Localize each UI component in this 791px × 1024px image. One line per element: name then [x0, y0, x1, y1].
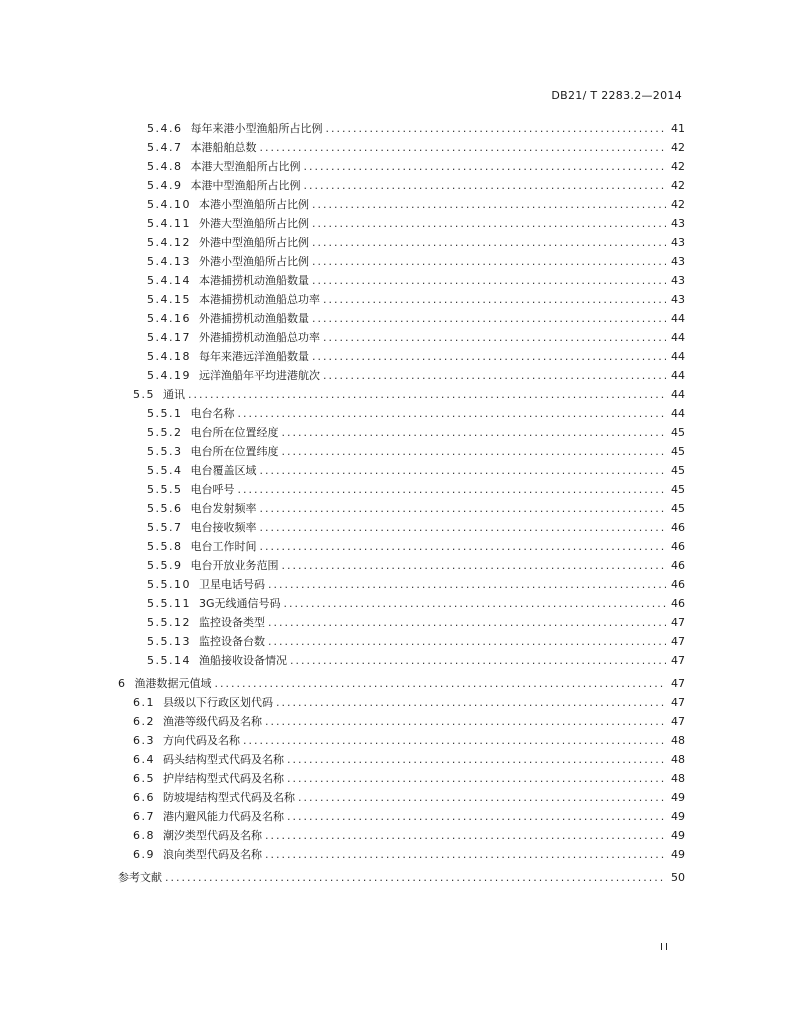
- toc-section-title: 外港大型渔船所占比例: [199, 217, 309, 230]
- toc-row: [0, 442, 791, 461]
- toc-row: [0, 157, 791, 176]
- toc-dot-leader: [268, 613, 666, 632]
- toc-section-number: 6.1: [133, 696, 155, 709]
- toc-row: [0, 385, 791, 404]
- toc-entry[interactable]: [133, 807, 685, 826]
- toc-entry[interactable]: [147, 157, 685, 176]
- toc-dot-leader: [265, 712, 666, 731]
- toc-dot-leader: [304, 176, 667, 195]
- toc-entry[interactable]: [147, 651, 685, 670]
- toc-section-number: 6.9: [133, 848, 155, 861]
- toc-section-title: 电台所在位置纬度: [190, 445, 279, 458]
- toc-row: [0, 868, 791, 887]
- toc-entry[interactable]: [147, 442, 685, 461]
- toc-section-number: 5.4.8: [147, 160, 183, 173]
- toc-section-title: 浪向类型代码及名称: [163, 848, 262, 861]
- toc-page-number: 48: [671, 734, 685, 747]
- toc-page-number: 46: [671, 521, 685, 534]
- toc-dot-leader: [215, 674, 667, 693]
- toc-page-number: 43: [671, 236, 685, 249]
- toc-row: [0, 195, 791, 214]
- toc-row: [0, 214, 791, 233]
- toc-row: [0, 769, 791, 788]
- toc-page-number: 42: [671, 198, 685, 211]
- toc-section-title: 渔港等级代码及名称: [163, 715, 262, 728]
- toc-dot-leader: [238, 404, 667, 423]
- toc-entry[interactable]: [133, 712, 685, 731]
- toc-entry[interactable]: [147, 480, 685, 499]
- toc-row: [0, 461, 791, 480]
- toc-page-number: 44: [671, 369, 685, 382]
- toc-entry[interactable]: [147, 195, 685, 214]
- toc-row: [0, 499, 791, 518]
- toc-section-title: 电台所在位置经度: [190, 426, 279, 439]
- toc-page-number: 42: [671, 179, 685, 192]
- toc-dot-leader: [188, 385, 666, 404]
- toc-section-number: 6.8: [133, 829, 155, 842]
- toc-entry[interactable]: [147, 176, 685, 195]
- toc-entry[interactable]: [147, 575, 685, 594]
- toc-section-title: 渔船接收设备情况: [199, 654, 287, 667]
- toc-dot-leader: [260, 138, 667, 157]
- toc-dot-leader: [287, 750, 666, 769]
- toc-page-number: 44: [671, 350, 685, 363]
- toc-section-title: 电台覆盖区域: [190, 464, 257, 477]
- toc-page-number: 47: [671, 616, 685, 629]
- toc-section-title: 电台呼号: [190, 483, 235, 496]
- toc-entry[interactable]: [147, 461, 685, 480]
- toc-entry[interactable]: [147, 309, 685, 328]
- toc-row: [0, 119, 791, 138]
- toc-entry[interactable]: [133, 385, 685, 404]
- toc-section-title: 本港大型渔船所占比例: [190, 160, 301, 173]
- toc-dot-leader: [265, 845, 666, 864]
- toc-section-number: 5.4.9: [147, 179, 183, 192]
- toc-page-number: 42: [671, 160, 685, 173]
- toc-entry[interactable]: [147, 366, 685, 385]
- toc-section-title: 码头结构型式代码及名称: [163, 753, 284, 766]
- toc-dot-leader: [268, 575, 666, 594]
- toc-section-title: 本港小型渔船所占比例: [199, 198, 309, 211]
- toc-entry[interactable]: [147, 537, 685, 556]
- toc-entry[interactable]: [147, 271, 685, 290]
- toc-dot-leader: [260, 518, 667, 537]
- toc-section-number: 5.4.15: [147, 293, 191, 306]
- toc-dot-leader: [298, 788, 666, 807]
- toc-page-number: 45: [671, 426, 685, 439]
- toc-section-title: 渔港数据元值域: [134, 677, 212, 690]
- toc-section-title: 外港小型渔船所占比例: [199, 255, 309, 268]
- toc-row: [0, 252, 791, 271]
- toc-page-number: 44: [671, 312, 685, 325]
- toc-section-title: 本港捕捞机动渔船数量: [199, 274, 309, 287]
- toc-dot-leader: [165, 868, 666, 887]
- toc-section-number: 5.5.8: [147, 540, 183, 553]
- toc-page-number: 43: [671, 293, 685, 306]
- toc-dot-leader: [323, 290, 666, 309]
- toc-dot-leader: [312, 271, 666, 290]
- toc-dot-leader: [312, 347, 666, 366]
- toc-page-number: 49: [671, 810, 685, 823]
- toc-row: [0, 693, 791, 712]
- toc-entry[interactable]: [118, 674, 685, 693]
- toc-section-number: 5.5.3: [147, 445, 183, 458]
- toc-page-number: 46: [671, 540, 685, 553]
- toc-section-number: 5.4.18: [147, 350, 191, 363]
- toc-dot-leader: [287, 807, 666, 826]
- toc-section-number: 6: [118, 677, 127, 690]
- toc-page-number: 47: [671, 715, 685, 728]
- toc-dot-leader: [282, 442, 667, 461]
- toc-dot-leader: [284, 594, 666, 613]
- toc-section-title: 通讯: [163, 388, 185, 401]
- toc-page-number: 49: [671, 848, 685, 861]
- toc-section-number: 5.5.1: [147, 407, 183, 420]
- toc-dot-leader: [312, 233, 666, 252]
- toc-dot-leader: [260, 461, 667, 480]
- toc-entry[interactable]: [147, 404, 685, 423]
- toc-dot-leader: [238, 480, 667, 499]
- toc-section-number: 5.4.14: [147, 274, 191, 287]
- toc-row: [0, 404, 791, 423]
- toc-section-title: 3G无线通信号码: [199, 597, 281, 610]
- toc-section-number: 5.5.7: [147, 521, 183, 534]
- toc-row: [0, 651, 791, 670]
- toc-entry[interactable]: [147, 632, 685, 651]
- toc-dot-leader: [304, 157, 667, 176]
- toc-section-title: 港内避风能力代码及名称: [163, 810, 284, 823]
- toc-section-title: 潮汐类型代码及名称: [163, 829, 262, 842]
- toc-entry[interactable]: [147, 233, 685, 252]
- toc-section-number: 5.4.16: [147, 312, 191, 325]
- toc-page-number: 44: [671, 388, 685, 401]
- toc-page-number: 43: [671, 255, 685, 268]
- toc-section-number: 5.5.9: [147, 559, 183, 572]
- toc-section-title: 每年来港小型渔船所占比例: [190, 122, 323, 135]
- toc-page-number: 43: [671, 217, 685, 230]
- toc-section-number: 6.2: [133, 715, 155, 728]
- toc-section-number: 5.5: [133, 388, 155, 401]
- toc-dot-leader: [323, 366, 666, 385]
- toc-row: [0, 423, 791, 442]
- toc-dot-leader: [312, 195, 666, 214]
- toc-entry[interactable]: [147, 214, 685, 233]
- toc-dot-leader: [282, 423, 667, 442]
- toc-page-number: 50: [671, 871, 685, 884]
- toc-entry[interactable]: [147, 594, 685, 613]
- toc-row: [0, 176, 791, 195]
- toc-section-number: 5.5.11: [147, 597, 191, 610]
- toc-page-number: 45: [671, 483, 685, 496]
- toc-section-title: 护岸结构型式代码及名称: [163, 772, 284, 785]
- toc-page-number: 44: [671, 331, 685, 344]
- toc-row: [0, 613, 791, 632]
- toc-dot-leader: [312, 252, 666, 271]
- toc-section-number: 6.5: [133, 772, 155, 785]
- toc-row: [0, 309, 791, 328]
- toc-dot-leader: [268, 632, 666, 651]
- toc-dot-leader: [290, 651, 666, 670]
- toc-section-title: 防坡堤结构型式代码及名称: [163, 791, 295, 804]
- document-id-header: DB21/ T 2283.2—2014: [551, 89, 682, 102]
- toc-row: [0, 826, 791, 845]
- toc-row: [0, 271, 791, 290]
- toc-section-title: 远洋渔船年平均进港航次: [199, 369, 320, 382]
- toc-section-number: 6.4: [133, 753, 155, 766]
- toc-page-number: 42: [671, 141, 685, 154]
- toc-section-title: 本港中型渔船所占比例: [190, 179, 301, 192]
- toc-row: [0, 845, 791, 864]
- toc-section-number: 5.4.11: [147, 217, 191, 230]
- toc-dot-leader: [282, 556, 667, 575]
- toc-page-number: 48: [671, 753, 685, 766]
- toc-section-number: 5.5.13: [147, 635, 191, 648]
- toc-page-number: 46: [671, 559, 685, 572]
- toc-dot-leader: [276, 693, 666, 712]
- toc-section-number: 5.4.13: [147, 255, 191, 268]
- toc-entry[interactable]: [147, 518, 685, 537]
- toc-entry[interactable]: [133, 788, 685, 807]
- toc-section-number: 5.5.4: [147, 464, 183, 477]
- toc-row: [0, 537, 791, 556]
- toc-row: [0, 788, 791, 807]
- toc-section-number: 5.4.17: [147, 331, 191, 344]
- toc-section-title: 外港中型渔船所占比例: [199, 236, 309, 249]
- toc-section-title: 本港船舶总数: [190, 141, 257, 154]
- toc-section-title: 本港捕捞机动渔船总功率: [199, 293, 320, 306]
- toc-row: [0, 518, 791, 537]
- toc-page-number: 48: [671, 772, 685, 785]
- toc-section-number: 5.5.14: [147, 654, 191, 667]
- toc-dot-leader: [260, 537, 667, 556]
- toc-row: [0, 328, 791, 347]
- toc-dot-leader: [323, 328, 666, 347]
- toc-page-number: 45: [671, 464, 685, 477]
- toc-section-number: 5.4.10: [147, 198, 191, 211]
- toc-entry[interactable]: [147, 138, 685, 157]
- toc-entry[interactable]: [133, 845, 685, 864]
- toc-section-title: 卫星电话号码: [199, 578, 265, 591]
- toc-page-number: 41: [671, 122, 685, 135]
- toc-entry[interactable]: [133, 731, 685, 750]
- toc-entry[interactable]: [147, 119, 685, 138]
- toc-row: [0, 674, 791, 693]
- toc-page-number: 47: [671, 635, 685, 648]
- toc-section-number: 6.6: [133, 791, 155, 804]
- toc-section-number: 6.3: [133, 734, 155, 747]
- toc-row: [0, 594, 791, 613]
- toc-section-number: 5.5.10: [147, 578, 191, 591]
- toc-section-title: 电台工作时间: [190, 540, 257, 553]
- toc-dot-leader: [326, 119, 667, 138]
- toc-page-number: 47: [671, 654, 685, 667]
- toc-section-title: 电台发射频率: [190, 502, 257, 515]
- toc-entry[interactable]: [147, 252, 685, 271]
- toc-section-title: 外港捕捞机动渔船数量: [199, 312, 309, 325]
- toc-entry[interactable]: [147, 290, 685, 309]
- toc-page-number: 46: [671, 578, 685, 591]
- toc-entry[interactable]: [147, 613, 685, 632]
- toc-row: [0, 556, 791, 575]
- toc-section-title: 方向代码及名称: [163, 734, 240, 747]
- toc-row: [0, 366, 791, 385]
- toc-section-title: 监控设备台数: [199, 635, 265, 648]
- toc-page-number: 45: [671, 445, 685, 458]
- toc-section-title: 每年来港远洋渔船数量: [199, 350, 309, 363]
- toc-page-number: 49: [671, 791, 685, 804]
- toc-section-title: 监控设备类型: [199, 616, 265, 629]
- toc-entry[interactable]: [133, 769, 685, 788]
- toc-row: [0, 233, 791, 252]
- toc-entry[interactable]: [147, 328, 685, 347]
- toc-section-title: 外港捕捞机动渔船总功率: [199, 331, 320, 344]
- toc-section-number: 5.4.7: [147, 141, 183, 154]
- toc-page-number: 43: [671, 274, 685, 287]
- toc-section-title: 参考文献: [118, 871, 162, 884]
- toc-section-title: 电台接收频率: [190, 521, 257, 534]
- toc-section-number: 5.5.5: [147, 483, 183, 496]
- toc-entry[interactable]: [118, 868, 685, 887]
- toc-entry[interactable]: [147, 423, 685, 442]
- toc-section-title: 电台开放业务范围: [190, 559, 279, 572]
- page-number: II: [660, 942, 670, 953]
- toc-section-title: 县级以下行政区划代码: [163, 696, 273, 709]
- table-of-contents: [0, 119, 791, 887]
- toc-section-number: 6.7: [133, 810, 155, 823]
- toc-page-number: 44: [671, 407, 685, 420]
- toc-dot-leader: [243, 731, 666, 750]
- toc-section-number: 5.5.12: [147, 616, 191, 629]
- toc-entry[interactable]: [147, 347, 685, 366]
- toc-dot-leader: [287, 769, 666, 788]
- toc-page-number: 49: [671, 829, 685, 842]
- toc-row: [0, 290, 791, 309]
- toc-row: [0, 750, 791, 769]
- toc-page-number: 47: [671, 677, 685, 690]
- toc-page-number: 46: [671, 597, 685, 610]
- toc-section-number: 5.4.6: [147, 122, 183, 135]
- toc-section-number: 5.5.6: [147, 502, 183, 515]
- toc-row: [0, 138, 791, 157]
- toc-row: [0, 807, 791, 826]
- toc-entry[interactable]: [147, 499, 685, 518]
- toc-page-number: 47: [671, 696, 685, 709]
- toc-row: [0, 712, 791, 731]
- toc-entry[interactable]: [133, 826, 685, 845]
- toc-row: [0, 731, 791, 750]
- toc-dot-leader: [312, 309, 666, 328]
- toc-row: [0, 632, 791, 651]
- toc-section-title: 电台名称: [190, 407, 235, 420]
- toc-dot-leader: [312, 214, 666, 233]
- toc-entry[interactable]: [133, 693, 685, 712]
- toc-row: [0, 347, 791, 366]
- toc-entry[interactable]: [133, 750, 685, 769]
- toc-section-number: 5.5.2: [147, 426, 183, 439]
- toc-page-number: 45: [671, 502, 685, 515]
- toc-row: [0, 480, 791, 499]
- toc-dot-leader: [260, 499, 667, 518]
- toc-row: [0, 575, 791, 594]
- toc-dot-leader: [265, 826, 666, 845]
- toc-entry[interactable]: [147, 556, 685, 575]
- toc-section-number: 5.4.19: [147, 369, 191, 382]
- toc-section-number: 5.4.12: [147, 236, 191, 249]
